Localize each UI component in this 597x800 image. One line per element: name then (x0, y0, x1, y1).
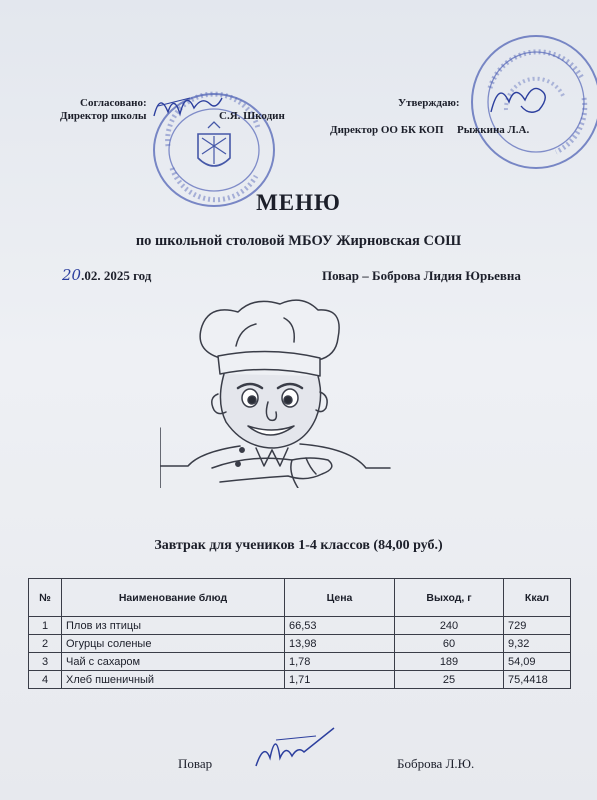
director-name: С.Я. Шкодин (219, 110, 285, 122)
agreed-label: Согласовано: (80, 97, 147, 109)
table-header-row (29, 579, 571, 617)
cook-signature (246, 722, 338, 778)
dish-name: Хлеб пшеничный (62, 671, 285, 689)
dish-kcal: 75,4418 (504, 671, 571, 689)
header-number: № (29, 579, 62, 617)
table-row (29, 635, 571, 653)
dish-name: Чай с сахаром (62, 653, 285, 671)
approve-label: Утверждаю: (398, 97, 460, 109)
page-subtitle: по школьной столовой МБОУ Жирновская СОШ (135, 233, 462, 249)
dish-kcal: 729 (504, 617, 571, 635)
table-row (29, 671, 571, 689)
header-dish-name: Наименование блюд (62, 579, 285, 617)
header-output: Выход, г (395, 579, 504, 617)
table-row (29, 617, 571, 635)
oo-director-name: Рыжкина Л.А. (457, 124, 530, 136)
director-signature (150, 86, 225, 126)
dish-price: 13,98 (285, 635, 395, 653)
footer-cook-label: Повар (178, 756, 213, 771)
printed-date: .02. 2025 год (81, 268, 152, 283)
dish-output: 240 (395, 617, 504, 635)
dish-output: 189 (395, 653, 504, 671)
dish-output: 25 (395, 671, 504, 689)
dish-kcal: 9,32 (504, 635, 571, 653)
menu-table (28, 578, 571, 689)
dish-price: 1,71 (285, 671, 395, 689)
row-number: 4 (29, 671, 62, 689)
dish-price: 1,78 (285, 653, 395, 671)
date-line (62, 266, 151, 284)
oo-director-label: Директор ОО БК КОП (330, 124, 444, 136)
footer-cook-name: Боброва Л.Ю. (397, 756, 475, 771)
dish-kcal: 54,09 (504, 653, 571, 671)
cook-header: Повар – Боброва Лидия Юрьевна (322, 268, 521, 283)
dish-price: 66,53 (285, 617, 395, 635)
page-title: МЕНЮ (256, 190, 341, 215)
dish-name: Огурцы соленые (62, 635, 285, 653)
chef-cartoon-illustration (160, 298, 400, 488)
dish-output: 60 (395, 635, 504, 653)
row-number: 2 (29, 635, 62, 653)
header-price: Цена (285, 579, 395, 617)
dish-name: Плов из птицы (62, 617, 285, 635)
director-label: Директор школы (60, 110, 147, 122)
header-kcal: Ккал (504, 579, 571, 617)
oo-director-signature (485, 72, 555, 122)
handwritten-day: 20 (62, 266, 82, 284)
row-number: 1 (29, 617, 62, 635)
row-number: 3 (29, 653, 62, 671)
table-row (29, 653, 571, 671)
section-title: Завтрак для учеников 1-4 классов (84,00 руб.) (154, 538, 443, 553)
